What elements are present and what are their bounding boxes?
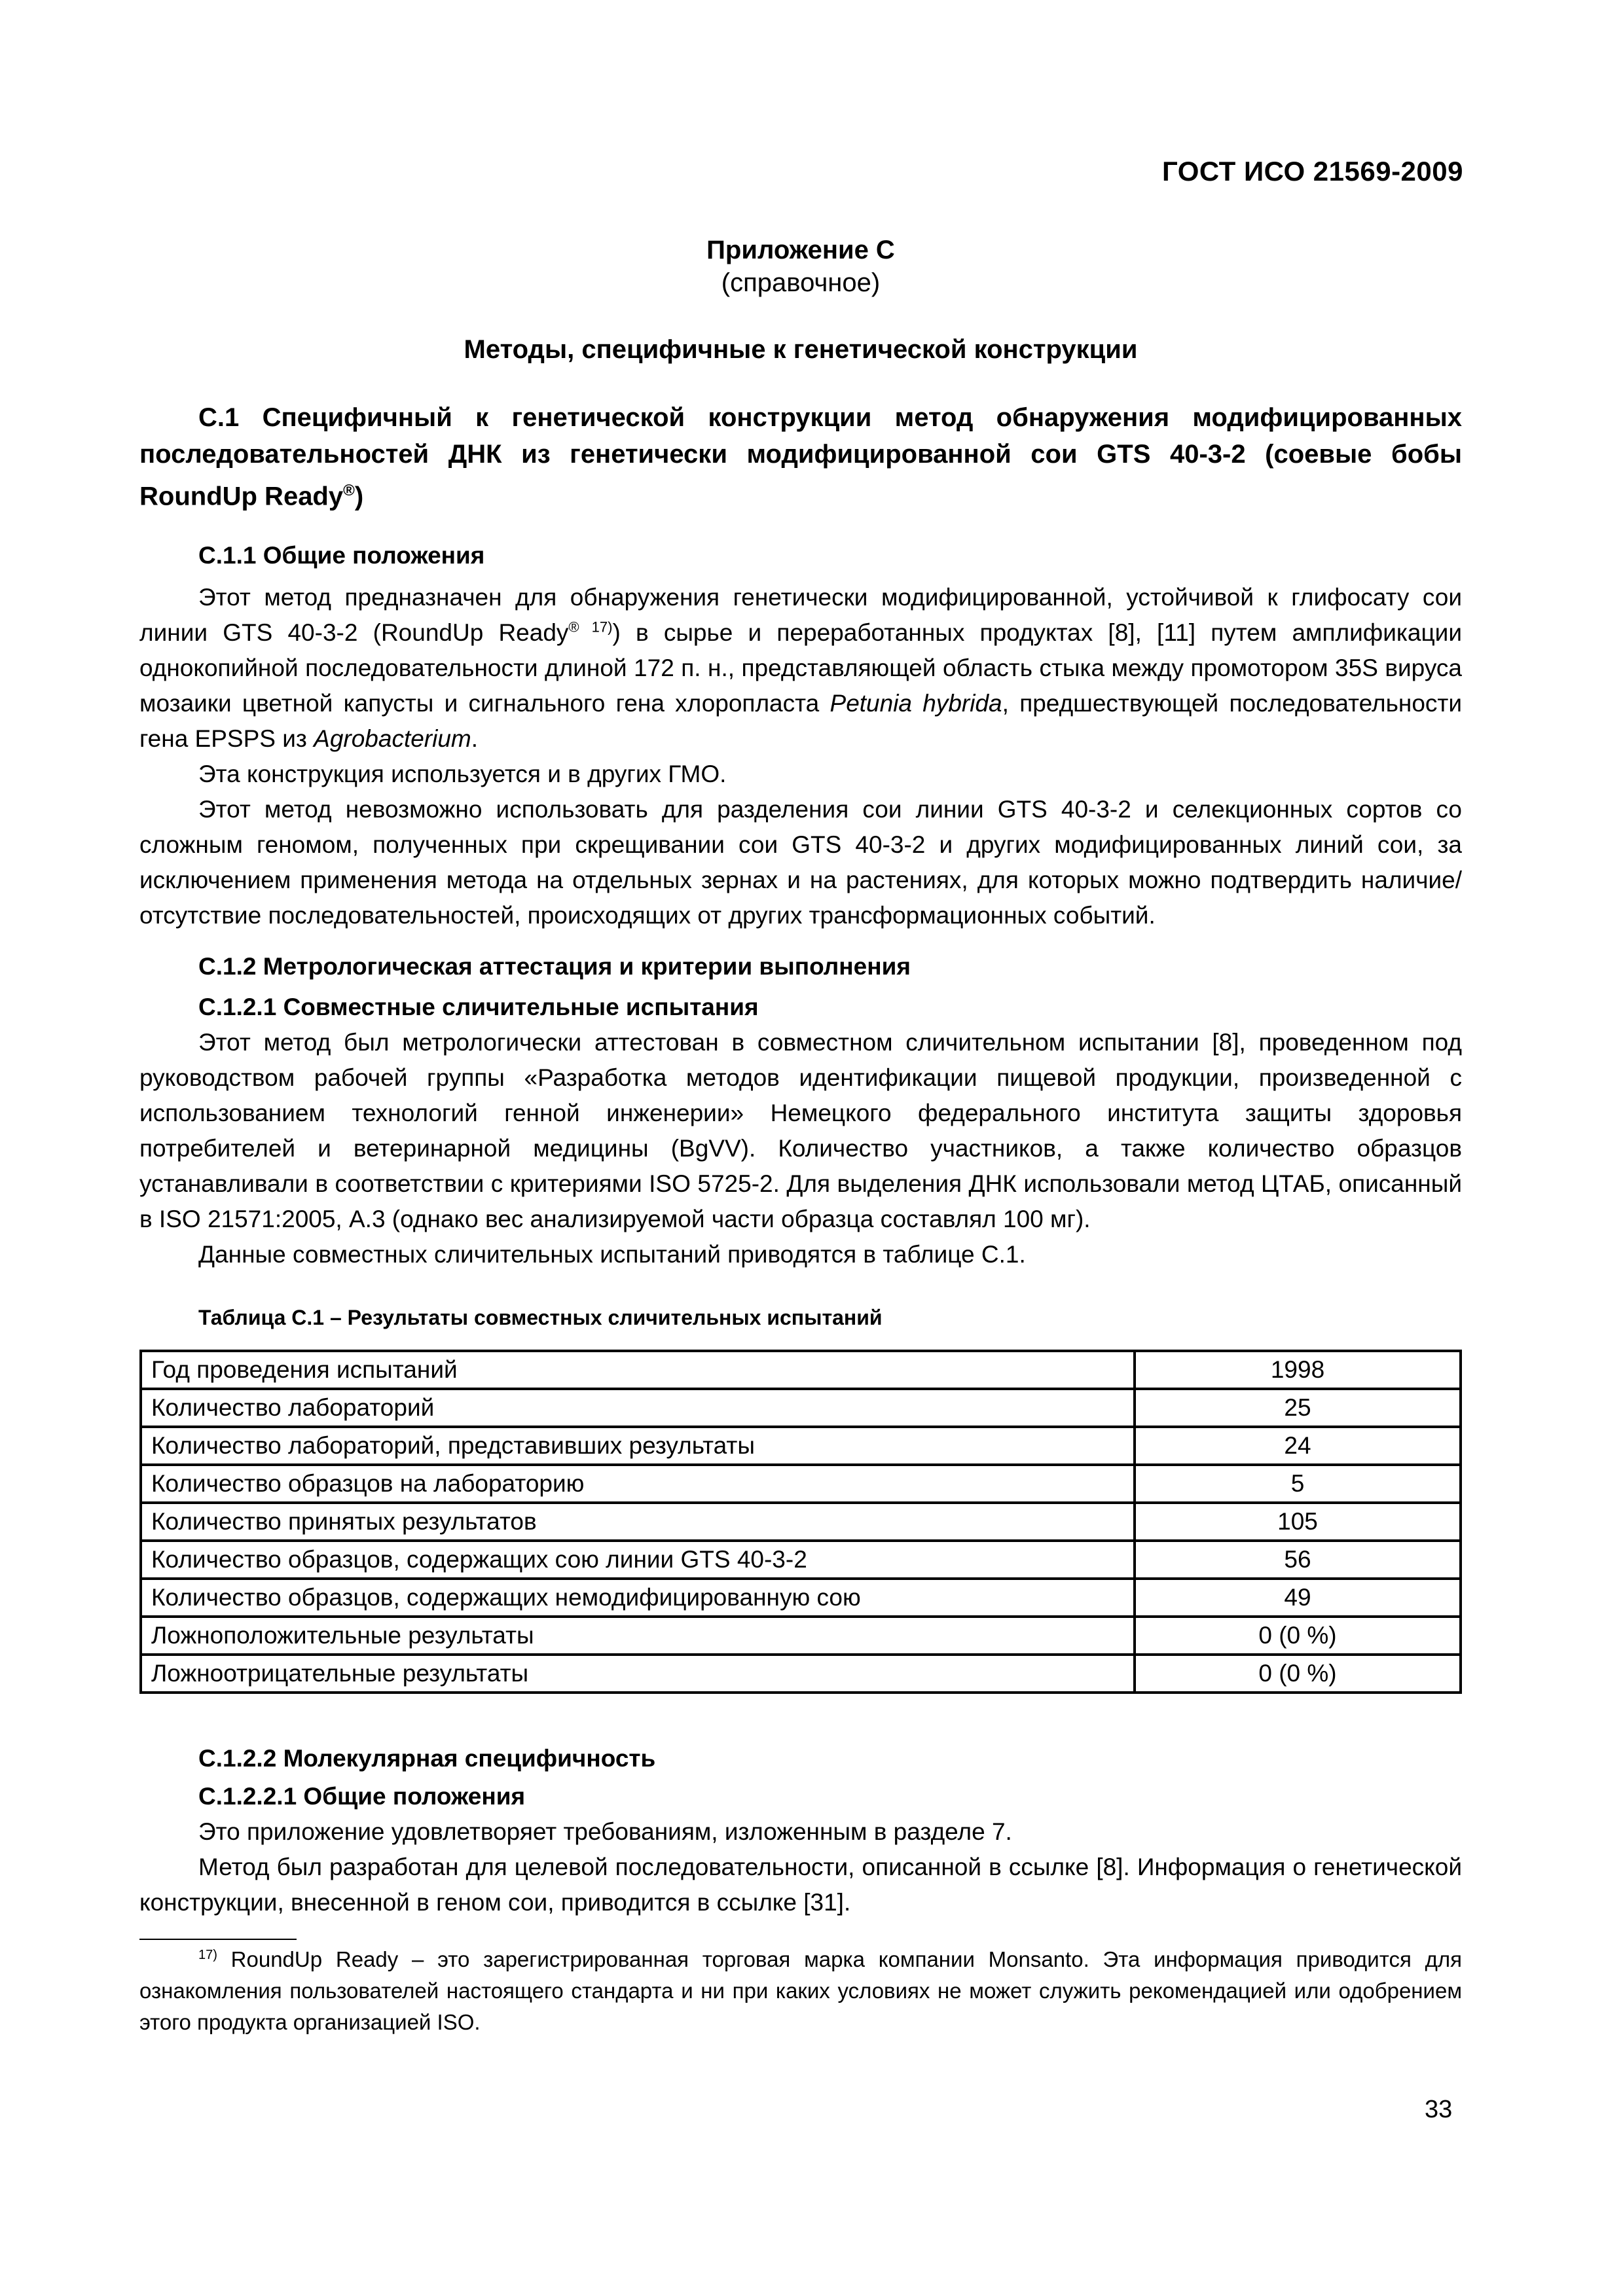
table-row [141,1503,1461,1541]
section-c121-heading: С.1.2.1 Совместные сличительные испытания [198,994,759,1020]
table-row [141,1351,1461,1389]
table-row [141,1579,1461,1617]
section-c122 [139,1741,1462,1920]
section-c122-heading: С.1.2.2 Молекулярная специфичность [198,1745,656,1772]
results-table [139,1350,1462,1694]
footnote-text [139,1944,1462,2038]
row-label: Количество принятых результатов [141,1503,1135,1541]
row-value: 1998 [1135,1351,1461,1389]
table-caption: Таблица С.1 – Результаты совместных сличительных испытаний [198,1306,883,1329]
section-c12-heading: С.1.2 Метрологическая аттестация и критерии выполнения [198,953,911,980]
section-c1-title-end: ) [354,482,364,511]
row-value: 56 [1135,1541,1461,1579]
footnote-reference[interactable]: ® 17) [568,619,613,636]
text-run: . [471,725,479,752]
row-value: 105 [1135,1503,1461,1541]
annex-title: Приложение С [706,236,895,264]
section-c1-title-text: С.1 Специфичный к генетической конструкции метод обнаружения модифицированных последовательностей ДНК из генетически модифицированной сои GTS 40-3-2 (соевые бобы RoundUp Ready [139,403,1462,511]
row-label: Количество образцов, содержащих сою линии GTS 40-3-2 [141,1541,1135,1579]
section-c11-paragraph-3: Этот метод невозможно использовать для разделения сои линии GTS 40-3-2 и селекционных сортов со сложным геномом, полученных при скрещивании сои GTS 40-3-2 и других модифицированных линий сои, за исключением применения метода на отдельных зернах и на растениях, для которых можно подтвердить наличие/отсутствие последовательностей, происходящих от других трансформационных событий. [139,796,1462,929]
species-name: Petunia hybrida [830,690,1002,717]
row-value: 24 [1135,1427,1461,1465]
text-run: , предшествующей последовательности гена EPSPS из [139,690,1463,752]
row-value: 0 (0 %) [1135,1655,1461,1693]
section-c1-title [139,399,1462,514]
section-c11-heading: С.1.1 Общие положения [198,542,485,569]
table-row [141,1427,1461,1465]
table-row [141,1541,1461,1579]
annex-heading: Методы, специфичные к генетической конструкции [464,335,1138,364]
row-label: Год проведения испытаний [141,1351,1135,1389]
section-c1221-paragraph-2: Метод был разработан для целевой последовательности, описанной в ссылке [8]. Информация о генетической конструкции, внесенной в геном сои, приводится в ссылке [31]. [139,1854,1462,1916]
registered-mark: ® [343,482,355,499]
text-run: Этот метод предназначен для обнаружения генетически модифицированной, устойчивой к глифосату сои линии GTS 40-3-2 (RoundUp Ready [139,584,1462,646]
row-label: Количество образцов, содержащих немодифицированную сою [141,1579,1135,1617]
section-c11-paragraph-1 [139,580,1462,757]
document-code: ГОСТ ИСО 21569-2009 [1161,156,1463,187]
table-row [141,1465,1461,1503]
section-c11-paragraph-2: Эта конструкция используется и в других ГМО. [198,761,727,787]
row-value: 25 [1135,1389,1461,1427]
section-c1221-heading: С.1.2.2.1 Общие положения [198,1783,526,1810]
footnote [139,1944,1462,2038]
row-label: Ложноположительные результаты [141,1617,1135,1655]
footnote-body: RoundUp Ready – это зарегистрированная торговая марка компании Monsanto. Эта информация приводится для ознакомления пользователей настоящего стандарта и ни при каких условиях не может служить рекомендацией или одобрением этого продукта организацией ISO. [139,1947,1462,2034]
table-row [141,1617,1461,1655]
row-value: 5 [1135,1465,1461,1503]
footnote-marker: 17) [198,1948,217,1962]
section-c121-paragraph-2: Данные совместных сличительных испытаний приводятся в таблице С.1. [198,1241,1026,1268]
genus-name: Agrobacterium [314,725,471,752]
annex-type: (справочное) [721,268,881,297]
page-number: 33 [1425,2096,1453,2123]
row-value: 0 (0 %) [1135,1617,1461,1655]
section-c12 [139,949,1462,1272]
row-label: Количество лабораторий [141,1389,1135,1427]
footnote-divider [139,1939,297,1940]
row-label: Ложноотрицательные результаты [141,1655,1135,1693]
row-label: Количество лабораторий, представивших результаты [141,1427,1135,1465]
section-c121-paragraph-1: Этот метод был метрологически аттестован в совместном сличительном испытании [8], проведенном под руководством рабочей группы «Разработка методов идентификации пищевой продукции, произведенной с использованием технологий генной инженерии» Немецкого федерального института защиты здоровья потребителей и ветеринарной медицины (BgVV). Количество участников, а также количество образцов устанавливали в соответствии с критериями ISO 5725-2. Для выделения ДНК использовали метод ЦТАБ, описанный в ISO 21571:2005, А.3 (однако вес анализируемой части образца составлял 100 мг). [139,1029,1462,1232]
row-label: Количество образцов на лабораторию [141,1465,1135,1503]
section-c11 [139,538,1462,933]
table-row [141,1655,1461,1693]
text-run: ) в сырье и переработанных продуктах [8], [11] путем амплификации однокопийной последовательности длиной 172 п. н., представляющей область стыка между промотором 35S вируса мозаики цветной капусты и сигнального гена хлоропласта [139,619,1463,717]
table-row [141,1389,1461,1427]
section-c1221-paragraph-1: Это приложение удовлетворяет требованиям, изложенным в разделе 7. [198,1818,1012,1845]
row-value: 49 [1135,1579,1461,1617]
